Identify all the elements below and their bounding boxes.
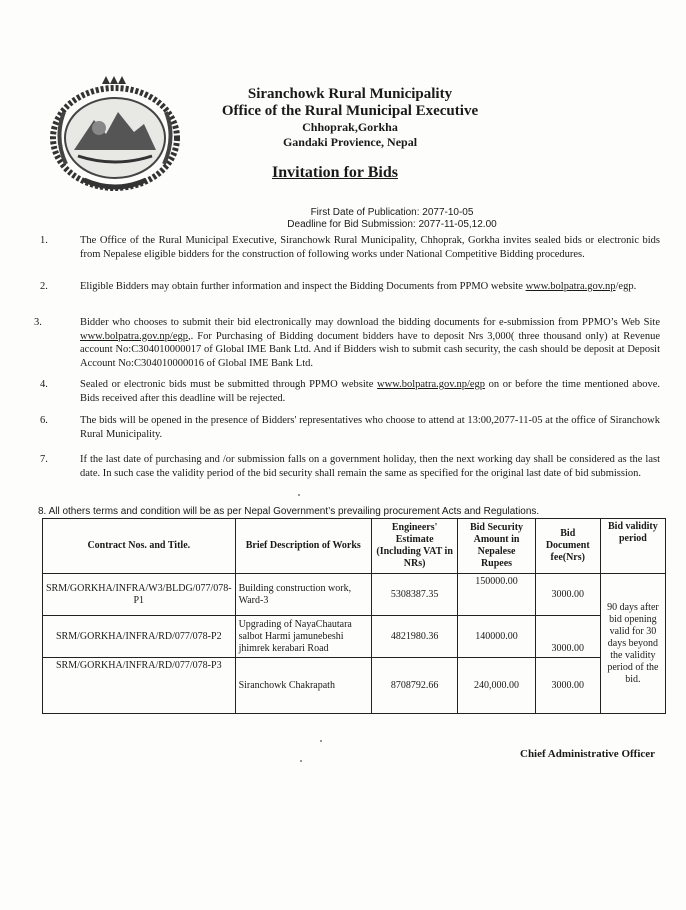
document-fee: 3000.00: [535, 574, 600, 616]
table-row: [43, 658, 666, 714]
clause-number: 4.: [40, 379, 48, 390]
bid-security: 150000.00: [458, 574, 535, 616]
municipality-emblem-icon: [44, 72, 186, 200]
office-name: Office of the Rural Municipal Executive: [221, 103, 479, 119]
office-location: Chhoprak,Gorkha: [302, 120, 398, 134]
clause-number: 1.: [40, 235, 48, 246]
col-header-fee: Bid Document fee(Nrs): [535, 519, 600, 574]
bid-security: 240,000.00: [458, 658, 535, 714]
organization-header: [200, 86, 500, 150]
clause-text: [80, 378, 660, 405]
clause-text-part: Bidder who chooses to submit their bid electronically may download the bidding documents for e-submission from PPMO’s Web Site: [80, 317, 660, 328]
scan-speck: [300, 760, 302, 762]
clause-text: [80, 280, 660, 294]
clause-number: 6.: [40, 415, 48, 426]
work-description: Upgrading of NayaChautara salbot Harmi jamunebeshi jhimrek kerabari Road: [235, 616, 371, 658]
clause-text: If the last date of purchasing and /or submission falls on a government holiday, then the next working day shall be considered as the last date. In such case the validity period of the bid security shall remain the same as specified for the original last date of bid submission.: [80, 454, 660, 479]
table-row: [43, 616, 666, 658]
scan-speck: [320, 740, 322, 742]
table-header-row: [43, 519, 666, 574]
ppmo-egp-link[interactable]: www.bolpatra.gov.np/egp: [377, 379, 486, 390]
clause-text-part: on or before the time mentioned above. Bids received after this deadline will be rejected.: [80, 379, 661, 404]
submission-deadline: Deadline for Bid Submission: 2077-11-05,12.00: [287, 219, 497, 230]
work-description: Siranchowk Chakrapath: [235, 658, 371, 714]
clause-text-part: ,. For Purchasing of Bidding document bidders have to deposit Nrs 3,000( three thousand only) at Revenue account No:C304010000017 of Global IME Bank Ltd. And if Bidders wish to submit cash security, the cash should be deposit at Deposit Account No:C304010000016 of Global IME Bank Ltd.: [80, 330, 660, 369]
ppmo-website-link[interactable]: www.bolpatra.gov.np: [525, 281, 616, 292]
ppmo-egp-link[interactable]: www.bolpatra.gov.np/egp: [80, 330, 188, 342]
clause-text: The Office of the Rural Municipal Executive, Siranchowk Rural Municipality, Chhoprak, Gorkha invites sealed bids or electronic bids from Nepalese eligible bidders for the construction of following works under National Competitive Bidding procedures.: [80, 235, 660, 260]
col-header-contract: Contract Nos. and Title.: [43, 519, 236, 574]
terms-note: 8. All others terms and condition will be as per Nepal Government’s prevailing procurement Acts and Regulations.: [38, 506, 540, 517]
contract-no: SRM/GORKHA/INFRA/RD/077/078-P3: [43, 658, 236, 714]
clause-number: 3.: [34, 317, 42, 328]
col-header-security: Bid Security Amount in Nepalese Rupees: [458, 519, 535, 574]
clause-text: The bids will be opened in the presence of Bidders' representatives who choose to attend at 13:00,2077-11-05 at the office of Siranchowk Rural Municipality.: [80, 415, 660, 440]
municipality-name: Siranchowk Rural Municipality: [247, 86, 453, 102]
publication-dates: [262, 207, 522, 231]
document-fee: 3000.00: [535, 616, 600, 658]
clause-number: 7.: [40, 454, 48, 465]
page-title: Invitation for Bids: [272, 164, 398, 181]
table-row: [43, 574, 666, 616]
clause-number: 2.: [40, 281, 48, 292]
office-province: Gandaki Provience, Nepal: [282, 135, 418, 149]
contract-no: SRM/GORKHA/INFRA/W3/BLDG/077/078-P1: [43, 574, 236, 616]
engineers-estimate: 8708792.66: [371, 658, 457, 714]
scan-speck: [298, 494, 300, 496]
work-description: Building construction work, Ward-3: [235, 574, 371, 616]
bid-validity: 90 days after bid opening valid for 30 days beyond the validity period of the bid.: [600, 574, 665, 714]
bid-security: 140000.00: [458, 616, 535, 658]
publication-date: First Date of Publication: 2077-10-05: [310, 207, 474, 218]
clause-text: [80, 316, 660, 370]
col-header-validity: Bid validity period: [600, 519, 665, 574]
clause-text-part: /egp.: [615, 281, 637, 292]
contract-no: SRM/GORKHA/INFRA/RD/077/078-P2: [43, 616, 236, 658]
clause-text-part: Sealed or electronic bids must be submitted through PPMO website: [80, 379, 374, 390]
bids-table: [42, 518, 666, 714]
clause-text-part: Eligible Bidders may obtain further information and inspect the Bidding Documents from PPMO website: [80, 281, 523, 292]
engineers-estimate: 4821980.36: [371, 616, 457, 658]
col-header-estimate: Engineers' Estimate (Including VAT in NRs): [371, 519, 457, 574]
col-header-description: Brief Description of Works: [235, 519, 371, 574]
engineers-estimate: 5308387.35: [371, 574, 457, 616]
document-fee: 3000.00: [535, 658, 600, 714]
signature-title: Chief Administrative Officer: [520, 748, 656, 760]
